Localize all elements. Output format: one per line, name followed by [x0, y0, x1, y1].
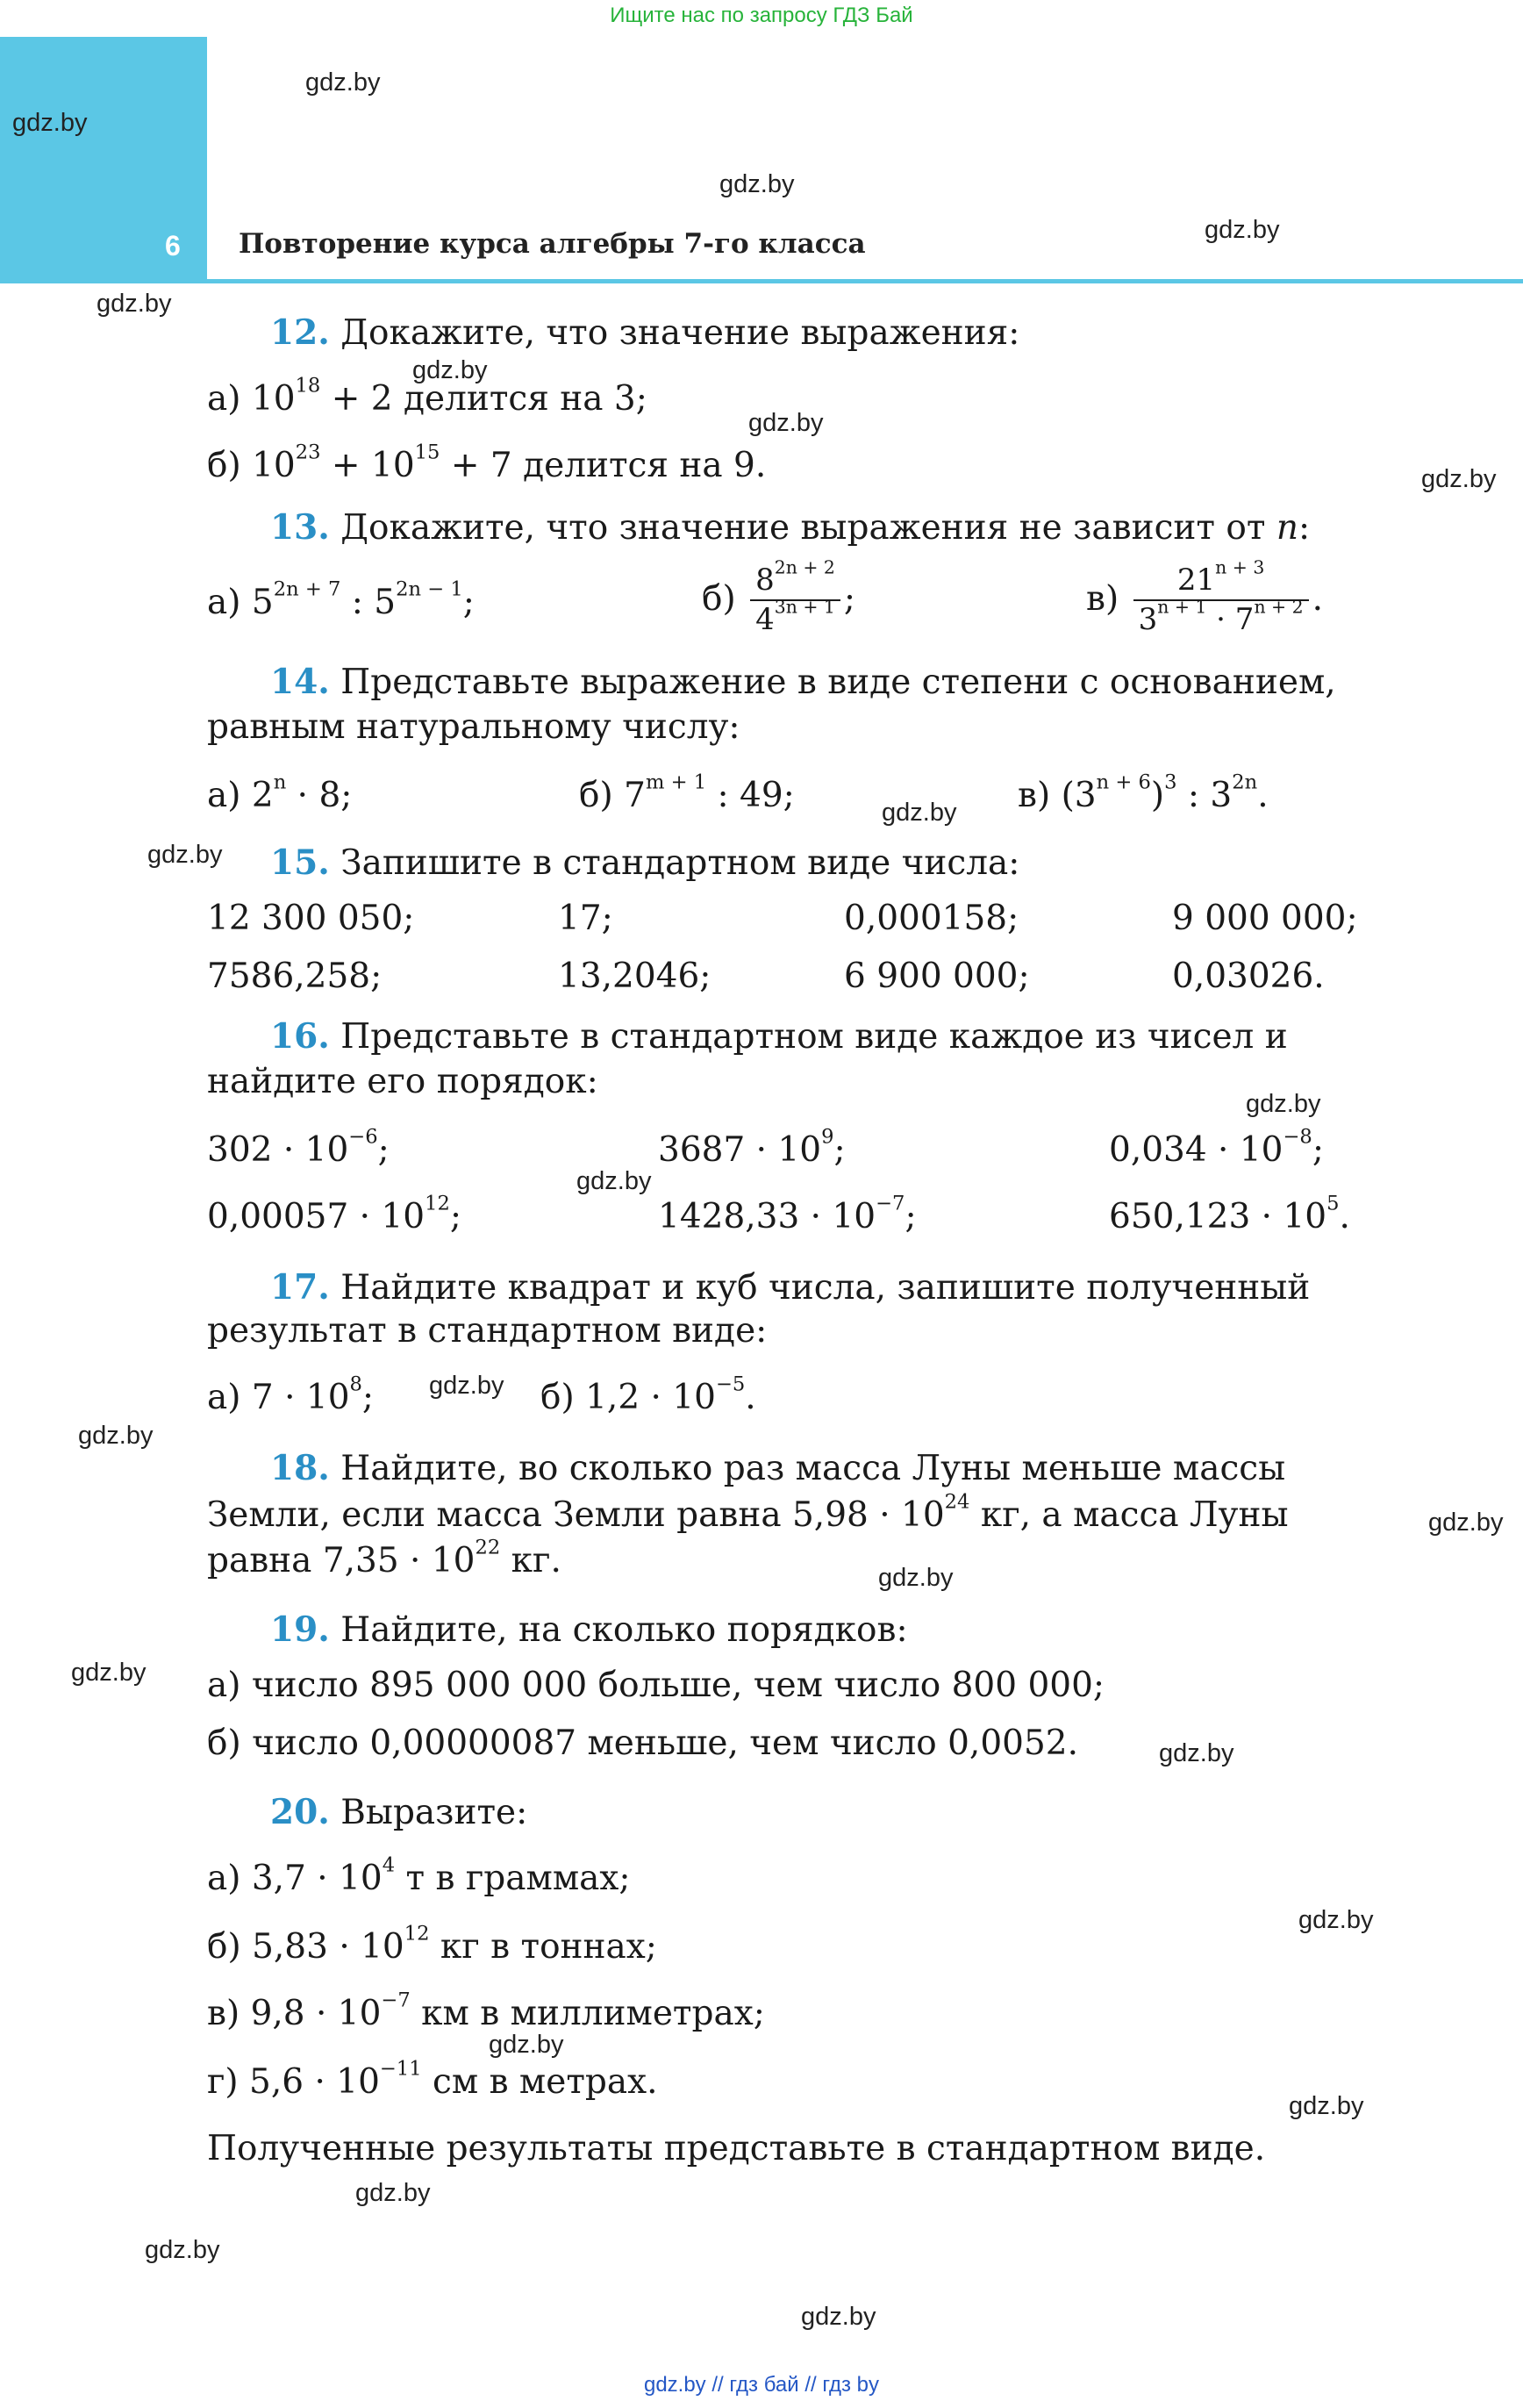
item-label: б): [579, 776, 613, 815]
list-item: 13,2046;: [558, 957, 711, 996]
exponent: 9: [821, 1125, 834, 1149]
list-item: 12 300 050;: [207, 899, 415, 938]
list-item: б) $5,83 \cdot 10^{12}$ кг в тоннах;: [207, 1922, 657, 1967]
exponent: 22: [475, 1536, 501, 1559]
problem-13-heading: [270, 507, 1310, 549]
list-item: а) $3,7 \cdot 10^4$ т в граммах;: [207, 1853, 631, 1898]
watermark: gdz.by: [71, 1659, 147, 1687]
numerator: $8^{2n + 2}$: [750, 562, 840, 601]
item-text: · 8;: [286, 776, 353, 815]
problem-17-line2: результат в стандартном виде:: [207, 1311, 768, 1351]
exponent: 2n: [1232, 770, 1258, 794]
numerator: $21^{n + 3}$: [1133, 562, 1309, 601]
exponent: −11: [379, 2057, 422, 2081]
problem-19-b: б) число 0,00000087 меньше, чем число 0,0052.: [207, 1724, 1078, 1763]
fraction: [1133, 556, 1309, 638]
list-item: $302 \cdot 10^{-6}$;: [207, 1125, 390, 1170]
denominator: $3^{n + 1} \cdot 7^{n + 2}$: [1138, 596, 1304, 637]
base: 2: [251, 776, 274, 815]
watermark: gdz.by: [412, 356, 488, 384]
exponent: 8: [349, 1372, 362, 1396]
exponent: n: [273, 770, 287, 794]
fraction: [750, 556, 840, 638]
item-label: а): [207, 1378, 241, 1417]
base: 10: [251, 379, 296, 419]
item-label: в): [1086, 579, 1119, 620]
problem-14-a: [207, 770, 353, 817]
exponent: 23: [295, 441, 321, 464]
list-item: $0,00057 \cdot 10^{12}$;: [207, 1192, 462, 1236]
watermark: gdz.by: [97, 290, 172, 318]
watermark: gdz.by: [1205, 216, 1280, 244]
item-label: в): [1018, 776, 1051, 815]
base: (3: [1061, 776, 1097, 815]
problem-16-line1: [270, 1016, 1288, 1058]
item-label: б): [540, 1378, 575, 1417]
problem-13-c: [1086, 556, 1323, 638]
denominator: $4^{3n + 1}$: [755, 596, 835, 637]
problem-14-c: в) $(3^{n + 6})^3$ : $3^{2n}$.: [1018, 770, 1269, 815]
problem-number: 20.: [270, 1792, 330, 1832]
watermark: gdz.by: [801, 2303, 876, 2331]
base: 10: [252, 446, 296, 485]
base: 5: [251, 583, 274, 622]
watermark: gdz.by: [878, 1564, 954, 1592]
problem-18-line2: Земли, если масса Земли равна $5,98 \cdot 10^{24}$ кг, а масса Луны: [207, 1490, 1289, 1535]
exponent: 2n − 1: [396, 577, 463, 601]
item-label: а): [207, 776, 241, 815]
exponent: 18: [295, 374, 321, 398]
exponent: 2n + 7: [273, 577, 341, 601]
problem-18-line1: [270, 1448, 1285, 1490]
problem-17-a: а) $7 \cdot 10^8$;: [207, 1372, 375, 1417]
problem-20-final: Полученные результаты представьте в стандартном виде.: [207, 2129, 1266, 2168]
problem-12-a: [207, 374, 647, 420]
exponent: 12: [404, 1922, 430, 1946]
watermark: gdz.by: [1421, 465, 1497, 493]
header-rule: [0, 279, 1523, 283]
exponent: −7: [381, 1989, 411, 2012]
watermark: gdz.by: [1289, 2092, 1364, 2120]
footer-links: gdz.by // гдз бай // гдз by: [643, 2373, 880, 2397]
watermark: gdz.by: [719, 170, 795, 198]
punct: :: [1298, 508, 1311, 548]
problem-number: 18.: [270, 1448, 330, 1488]
watermark: gdz.by: [145, 2236, 220, 2264]
problem-text: Запишите в стандартном виде числа:: [340, 843, 1020, 883]
problem-13-b: [702, 556, 856, 638]
problem-text: Найдите квадрат и куб числа, запишите полученный: [340, 1268, 1311, 1308]
problem-17-b: б) $1,2 \cdot 10^{-5}$.: [540, 1372, 756, 1417]
item-label: а): [207, 379, 241, 419]
problem-19-a: а) число 895 000 000 больше, чем число 800 000;: [207, 1666, 1105, 1705]
list-item: $1428,33 \cdot 10^{-7}$;: [658, 1192, 917, 1236]
watermark: gdz.by: [1246, 1090, 1321, 1118]
running-header-title: Повторение курса алгебры 7-го класса: [239, 228, 866, 260]
punct: ;: [462, 583, 475, 622]
problem-text: Докажите, что значение выражения не зависит от: [340, 508, 1266, 548]
watermark: gdz.by: [1298, 1906, 1374, 1934]
exponent: 12: [425, 1192, 450, 1215]
watermark: gdz.by: [429, 1372, 504, 1400]
problem-13-a: [207, 577, 475, 624]
item-label: б): [702, 579, 736, 620]
base: 7: [624, 776, 646, 815]
problem-text: Докажите, что значение выражения:: [340, 313, 1020, 353]
problem-17-line1: [270, 1267, 1310, 1309]
list-item: $3687 \cdot 10^9$;: [658, 1125, 846, 1170]
exponent: 4: [382, 1853, 396, 1877]
watermark: gdz.by: [489, 2031, 564, 2059]
problem-14-b: [579, 770, 795, 817]
exponent: 15: [414, 441, 440, 464]
item-text: : 49;: [706, 776, 795, 815]
list-item: 7586,258;: [207, 957, 383, 996]
problem-number: 19.: [270, 1609, 330, 1650]
exponent: 24: [944, 1490, 970, 1514]
item-text: + 7 делится на 9.: [440, 446, 767, 485]
punct: .: [1312, 579, 1323, 620]
problem-text: Найдите, на сколько порядков:: [340, 1610, 908, 1650]
watermark: gdz.by: [748, 409, 824, 437]
exponent: m + 1: [645, 770, 707, 794]
watermark: gdz.by: [1159, 1739, 1234, 1767]
exponent: 5: [1326, 1192, 1340, 1215]
item-text: : 5: [340, 583, 397, 622]
problem-text: Выразите:: [340, 1793, 528, 1832]
list-item: $0,034 \cdot 10^{-8}$;: [1109, 1125, 1324, 1170]
punct: ;: [843, 579, 856, 620]
problem-number: 15.: [270, 842, 330, 883]
problem-12-b: [207, 441, 767, 487]
list-item: 6 900 000;: [844, 957, 1030, 996]
problem-number: 14.: [270, 662, 330, 702]
item-text: + 10: [320, 446, 415, 485]
exponent: −8: [1283, 1125, 1312, 1149]
exponent: n + 6: [1096, 770, 1151, 794]
top-note: Ищите нас по запросу ГДЗ Бай: [610, 4, 913, 27]
watermark: gdz.by: [78, 1422, 154, 1450]
variable: n: [1276, 508, 1298, 548]
item-text: + 2 делится на 3;: [320, 379, 647, 419]
list-item: 0,03026.: [1172, 957, 1325, 996]
problem-text: Представьте выражение в виде степени с основанием,: [340, 663, 1336, 702]
watermark: gdz.by: [882, 799, 957, 827]
problem-16-line2: найдите его порядок:: [207, 1062, 598, 1101]
list-item: г) $5,6 \cdot 10^{-11}$ см в метрах.: [207, 2057, 658, 2102]
list-item: 17;: [558, 899, 613, 938]
problem-number: 13.: [270, 507, 330, 548]
list-item: в) $9,8 \cdot 10^{-7}$ км в миллиметрах;: [207, 1989, 765, 2033]
page-number: 6: [165, 230, 181, 262]
problem-number: 12.: [270, 312, 330, 353]
exponent: 3: [1164, 770, 1177, 794]
watermark: gdz.by: [12, 109, 88, 137]
exponent: −5: [715, 1372, 746, 1396]
list-item: 0,000158;: [844, 899, 1019, 938]
problem-text: Найдите, во сколько раз масса Луны меньше массы: [340, 1449, 1286, 1488]
watermark: gdz.by: [576, 1167, 652, 1195]
item-label: б): [207, 446, 241, 485]
problem-15-heading: [270, 842, 1019, 885]
problem-18-line3: равна $7,35 \cdot 10^{22}$ кг.: [207, 1536, 561, 1580]
watermark: gdz.by: [355, 2179, 431, 2207]
watermark: gdz.by: [1428, 1509, 1504, 1537]
exponent: −7: [876, 1192, 905, 1215]
watermark: gdz.by: [305, 68, 381, 97]
exponent: −6: [348, 1125, 378, 1149]
problem-14-line1: [270, 662, 1336, 704]
watermark: gdz.by: [147, 841, 223, 869]
problem-12-heading: [270, 312, 1019, 355]
problem-19-heading: [270, 1609, 908, 1652]
problem-number: 16.: [270, 1016, 330, 1057]
list-item: $650,123 \cdot 10^5$.: [1109, 1192, 1350, 1236]
problem-14-line2: равным натуральному числу:: [207, 707, 740, 747]
problem-text: Представьте в стандартном виде каждое из чисел и: [340, 1017, 1288, 1057]
list-item: 9 000 000;: [1172, 899, 1358, 938]
problem-number: 17.: [270, 1267, 330, 1308]
item-label: а): [207, 583, 241, 622]
problem-20-heading: [270, 1792, 527, 1834]
